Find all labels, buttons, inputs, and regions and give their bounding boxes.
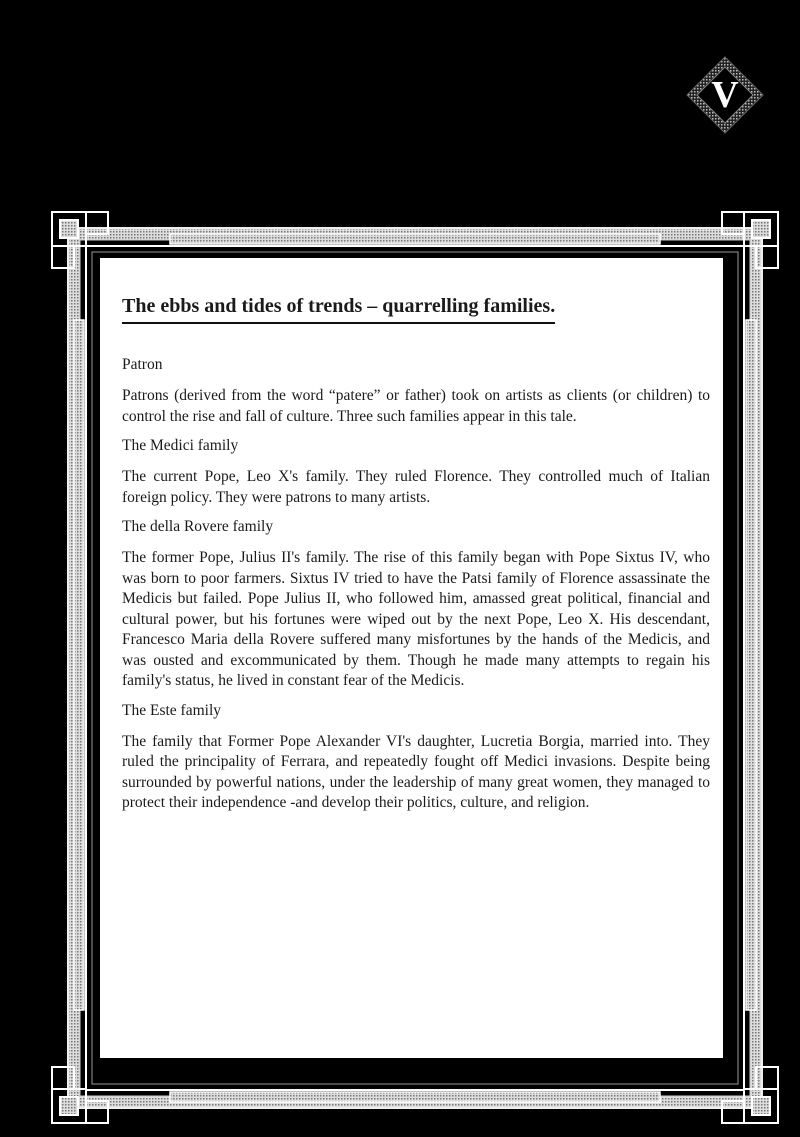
section-body: The former Pope, Julius II's family. The rise of this family began with Pope Sixtus IV, who was born to poor farmers. Sixtus IV tried to have the Patsi family of Florence assassinate the Medicis but failed. Pope Julius II, who followed him, amassed great political, financial and cultural power, but his fortunes were wiped out by the next Pope, Leo X. His descendant, Francesco Maria della Rovere suffered many misfortunes by the hands of the Medicis, and was ousted and excommunicated by them. Though he made many attempts to regain his family's status, he lived in constant fear of the Medicis. bbox=[122, 549, 710, 689]
section-patron bbox=[122, 356, 710, 427]
content bbox=[122, 290, 710, 824]
section-title: The Este family bbox=[122, 701, 221, 719]
section-body: Patrons (derived from the word “patere” or father) took on artists as clients (or children) to control the rise and fall of culture. Three such families appear in this tale. bbox=[122, 387, 710, 425]
section-body: The family that Former Pope Alexander VI's daughter, Lucretia Borgia, married into. They ruled the principality of Ferrara, and repeatedly fought off Medici invasions. Despite being surrounded by powerful nations, under the leadership of many great women, they managed to protect their independence -and develop their politics, culture, and religion. bbox=[122, 732, 710, 811]
chapter-number: V bbox=[711, 74, 739, 116]
chapter-badge bbox=[685, 55, 765, 135]
section-della-rovere bbox=[122, 518, 710, 692]
section-este bbox=[122, 702, 710, 814]
section-title: The della Rovere family bbox=[122, 518, 274, 535]
page-title: The ebbs and tides of trends – quarrelling families. bbox=[122, 295, 555, 324]
section-medici bbox=[122, 437, 710, 508]
section-title: The Medici family bbox=[122, 437, 239, 454]
section-title: Patron bbox=[122, 356, 163, 373]
section-body: The current Pope, Leo X's family. They ruled Florence. They controlled much of Italian foreign policy. They were patrons to many artists. bbox=[122, 468, 710, 506]
